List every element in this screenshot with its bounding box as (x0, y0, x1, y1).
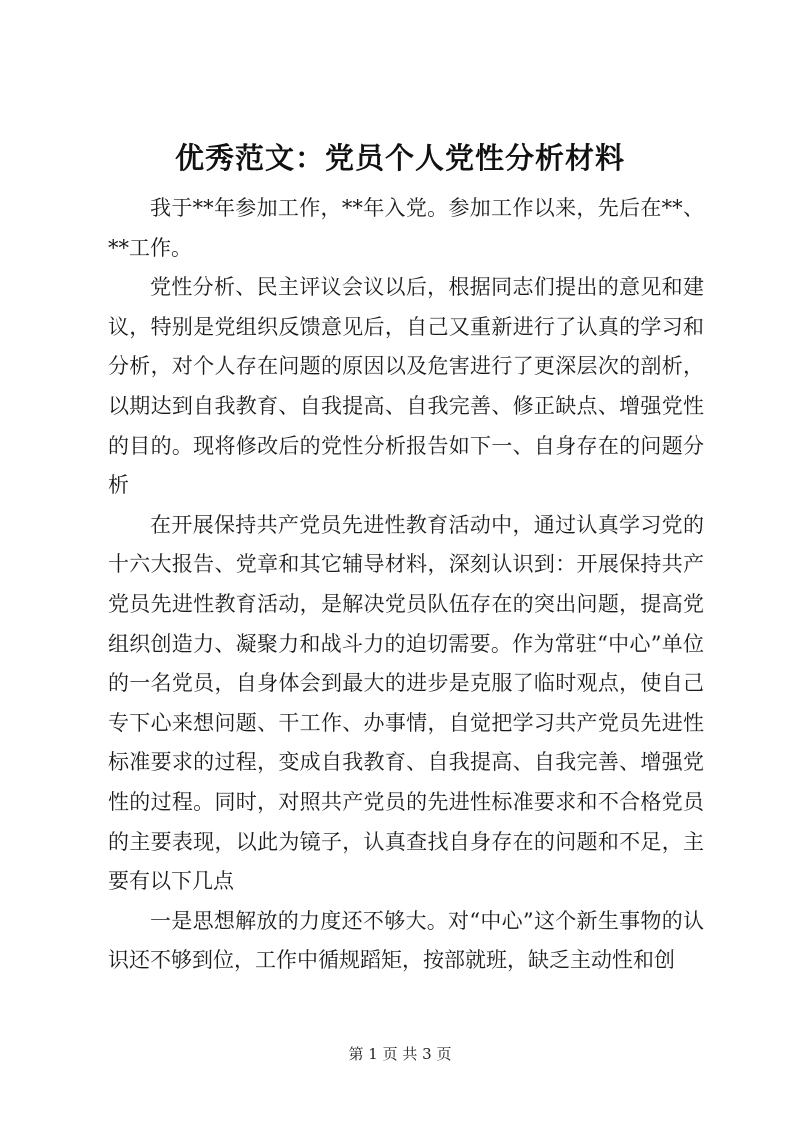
paragraph: 党性分析、民主评议会议以后，根据同志们提出的意见和建议，特别是党组织反馈意见后，自己又重新进行了认真的学习和分析，对个人存在问题的原因以及危害进行了更深层次的剖析，以期达到自我教育、自我提高、自我完善、修正缺点、增强党性的目的。现将修改后的党性分析报告如下一、自身存在的问题分析 (108, 275, 704, 498)
paragraph: 一是思想解放的力度还不够大。对“中心”这个新生事物的认识还不够到位，工作中循规蹈矩，按部就班，缺乏主动性和创 (108, 908, 704, 973)
document-title: 优秀范文：党员个人党性分析材料 (174, 141, 625, 175)
paragraph: 我于**年参加工作，**年入党。参加工作以来，先后在**、**工作。 (108, 196, 704, 260)
paragraph: 在开展保持共产党员先进性教育活动中，通过认真学习党的十六大报告、党章和其它辅导材料，深刻认识到：开展保持共产党员先进性教育活动，是解决党员队伍存在的突出问题，提高党组织创造力、凝聚力和战斗力的迫切需要。作为常驻“中心”单位的一名党员，自身体会到最大的进步是克服了临时观点，使自己专下心来想问题、干工作、办事情，自觉把学习共产党员先进性标准要求的过程，变成自我教育、自我提高、自我完善、增强党性的过程。同时，对照共产党员的先进性标准要求和不合格党员的主要表现，以此为镜子，认真查找自身存在的问题和不足，主要有以下几点 (108, 512, 704, 894)
page-number-footer: 第 1 页 共 3 页 (348, 1045, 452, 1063)
document-body (108, 189, 704, 981)
